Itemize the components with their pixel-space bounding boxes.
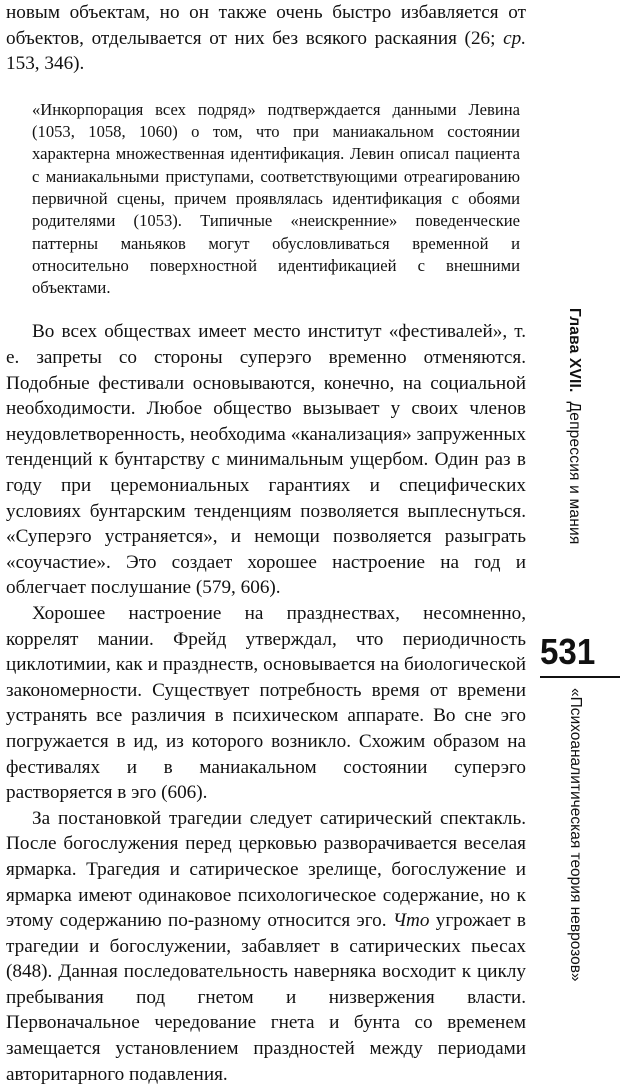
paragraph-tragedy: [6, 806, 526, 1087]
paragraph-text: новым объектам, но он также очень быстро избавляется от объектов, отделывается от них без всякого раскаяния (26;: [6, 2, 526, 49]
text-column: [6, 0, 526, 1087]
paragraph-italic-text: Что: [392, 910, 430, 932]
paragraph-continued: [6, 0, 526, 77]
page-number-rule: [540, 676, 620, 678]
running-header-chapter: [565, 308, 583, 544]
chapter-title: Депрессия и мания: [566, 401, 583, 545]
block-quote: [32, 99, 520, 300]
paragraph-mood: Хорошее настроение на празднествах, несомненно, коррелят мании. Фрейд утверждал, что периодичность циклотимии, как и празднеств, основывается на биологической закономерности. Существует потребность время от времени устранять все различия в психическом аппарате. Во сне эго погружается в ид, из которого возникло. Схожим образом на фестивалях и в маниакальном состоянии суперэго растворяется в эго (606).: [6, 602, 526, 804]
paragraph-text: За постановкой трагедии следует сатирический спектакль. После богослужения перед церковью разворачивается веселая ярмарка. Трагедия и сатирическое зрелище, богослужение и ярмарка имеют одинаковое психологическое содержание, но к этому содержанию по-разному относится эго.: [6, 807, 526, 932]
page-number: 531: [540, 631, 596, 672]
paragraph-italic-text: ср.: [503, 27, 526, 49]
running-header-book-title: «Психоаналитическая теория неврозов»: [567, 688, 584, 982]
paragraph-text-end: 153, 346).: [6, 53, 85, 75]
paragraph-text-end: угрожает в трагедии и богослужении, забавляет в сатирических пьесах (848). Данная последовательность наверняка восходит к циклу пребывания под гнетом и низвержения власти. Первоначальное чередование гнета и бунта со временем замещается установлением праздностей между периодами авторитарного подавления.: [6, 910, 526, 1085]
chapter-label: Глава XVII.: [566, 308, 583, 393]
paragraph-festivals: Во всех обществах имеет место институт «фестивалей», т. е. запреты со стороны суперэго временно отменяются. Подобные фестивали основываются, конечно, на социальной необходимости. Любое общество вызывает у своих членов неудовлетворенность, необходима «канализация» запруженных тенденций к бунтарству с минимальным ущербом. Один раз в году при церемониальных гарантиях и специфических условиях бунтарским тенденциям позволяется выплеснуться. «Суперэго устраняется», и немощи позволяется разыграть «соучастие». Это создает хорошее настроение на год и облегчает послушание (579, 606).: [6, 321, 526, 599]
block-quote-text: «Инкорпорация всех подряд» подтверждается данными Левина (1053, 1058, 1060) о том, что при маниакальном состоянии характерна множественная идентификация. Левин описал пациента с маниакальными приступами, соответствующими отреагированию первичной сцены, причем проявлялась идентификация с обоями родителями (1053). Типичные «неискренние» поведенческие паттерны маньяков могут обусловливаться временной и относительно поверхностной идентификацией с внешними объектами.: [32, 99, 520, 298]
